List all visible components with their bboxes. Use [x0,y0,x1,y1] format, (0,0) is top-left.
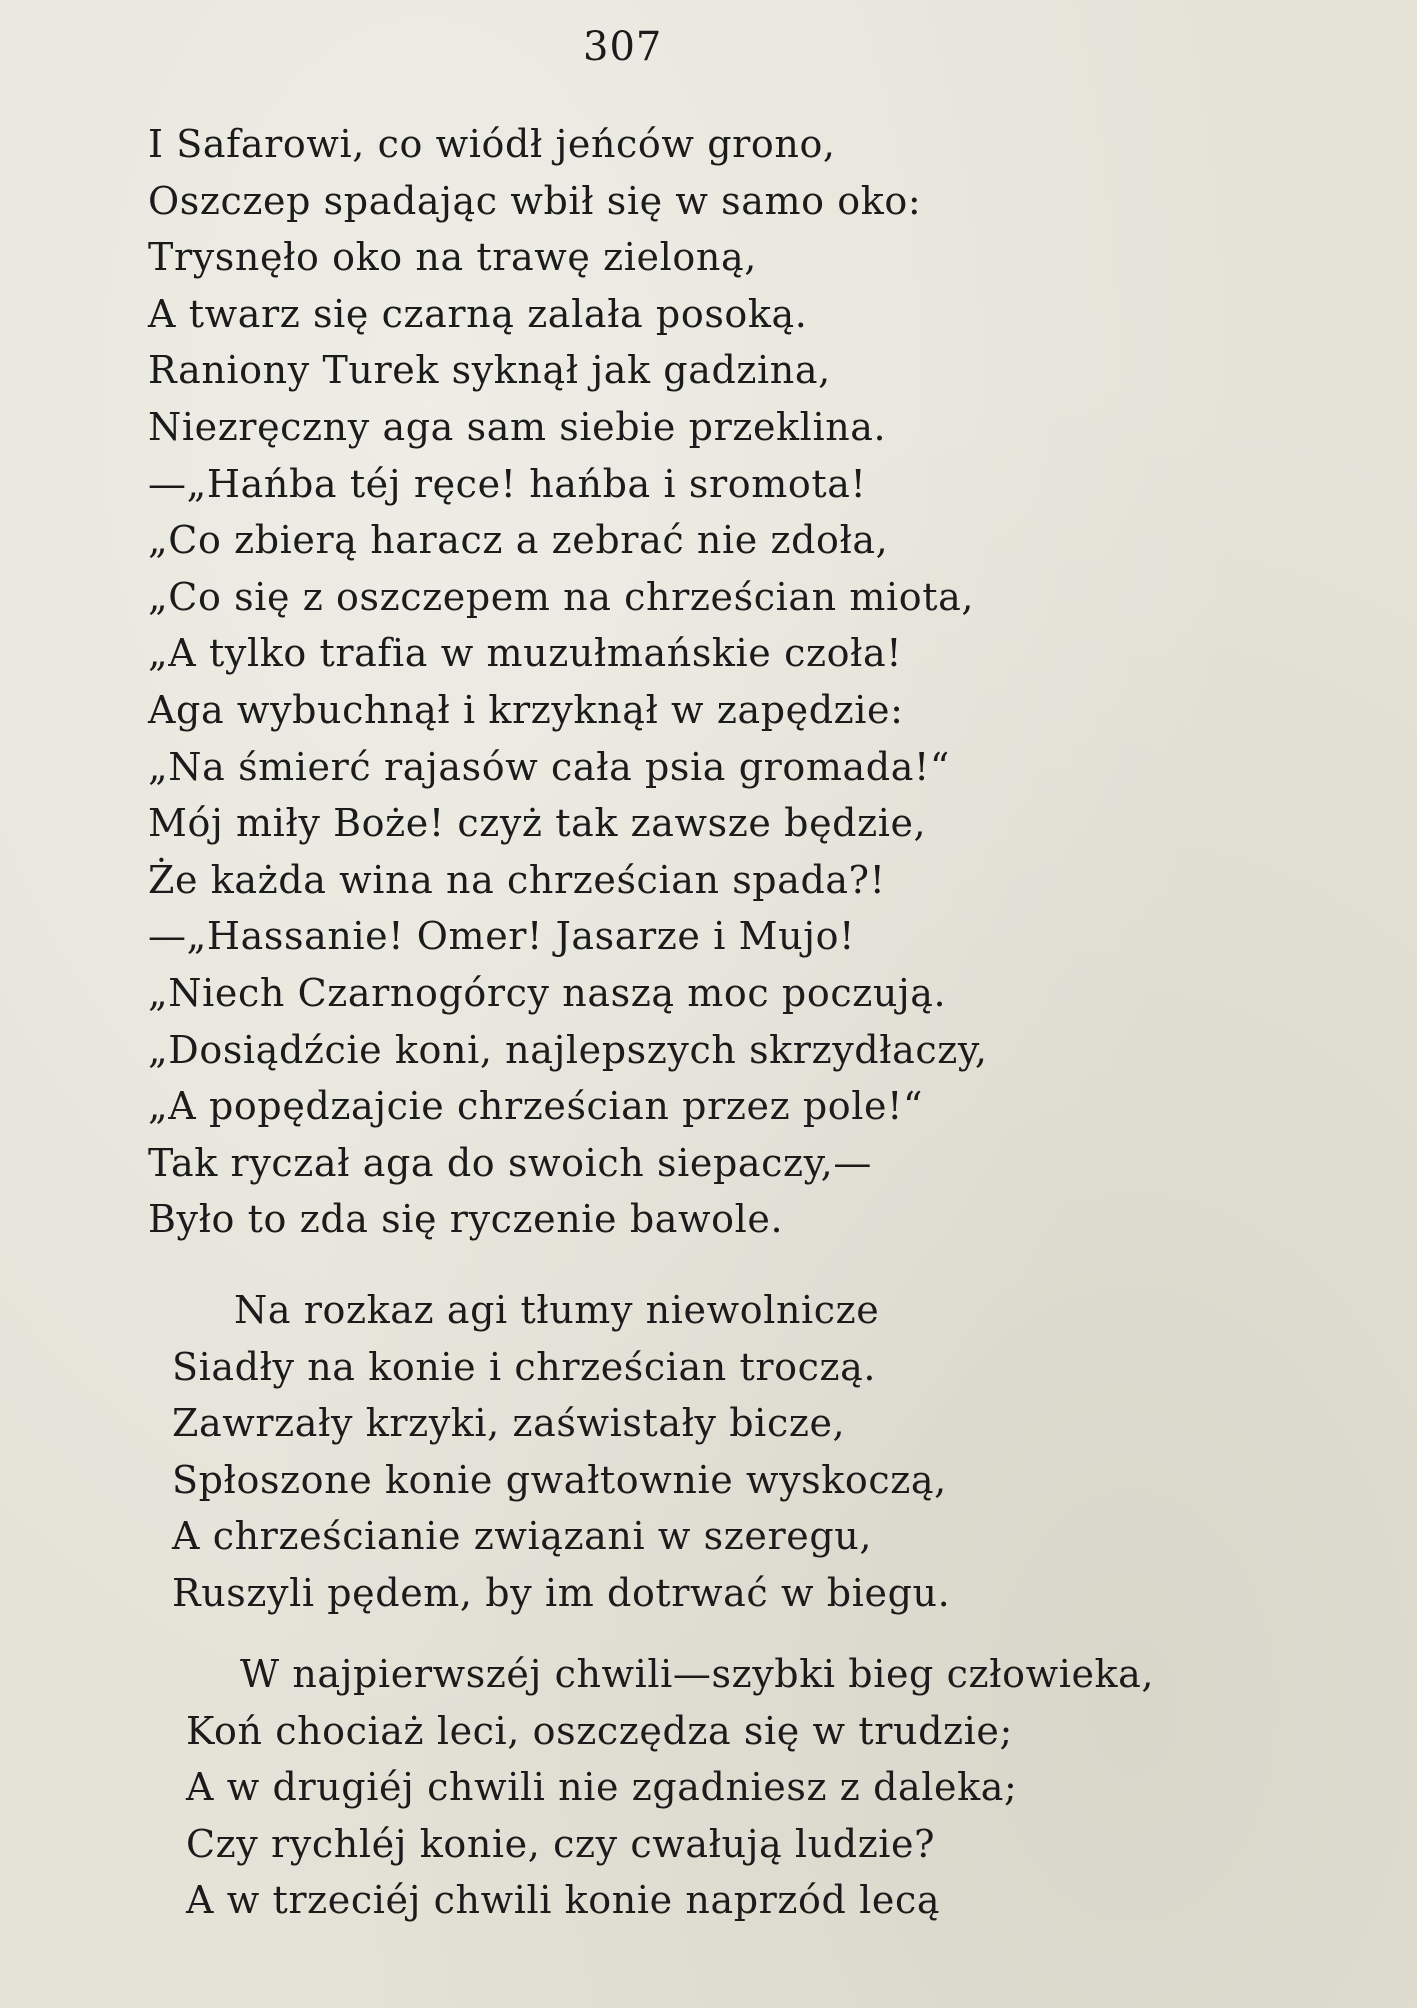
verse-line: „A tylko trafia w muzułmańskie czoła! [148,631,903,676]
verse-line: Tak ryczał aga do swoich siepaczy,— [148,1140,872,1185]
verse-line: Ruszyli pędem, by im dotrwać w biegu. [172,1570,951,1615]
verse-line: Oszczep spadając wbił się w samo oko: [148,178,922,223]
verse-line: A w trzeciéj chwili konie naprzód lecą [186,1878,941,1923]
verse-line: I Safarowi, co wiódł jeńców grono, [148,122,836,166]
verse-line: Siadły na konie i chrześcian troczą. [172,1344,877,1389]
verse-line: —„Hańba téj ręce! hańba i sromota! [148,461,867,506]
verse-line: Na rozkaz agi tłumy niewolnicze [234,1288,880,1332]
verse-line: „Niech Czarnogórcy naszą moc poczują. [148,970,947,1015]
stanza-3 [186,1646,1154,1929]
verse-line: Aga wybuchnął i krzyknął w zapędzie: [148,687,904,732]
verse-line: Spłoszone konie gwałtownie wyskoczą, [172,1457,947,1502]
verse-line: A chrześcianie związani w szeregu, [172,1514,873,1559]
verse-line: „A popędzajcie chrześcian przez pole!“ [148,1084,924,1129]
verse-line: „Dosiądźcie koni, najlepszych skrzydłaczy, [148,1027,988,1072]
verse-line: „Co zbierą haracz a zebrać nie zdoła, [148,518,889,563]
stanza-1 [148,116,988,1248]
verse-line: „Na śmierć rajasów cała psia gromada!“ [148,744,950,789]
verse-line: W najpierwszéj chwili—szybki bieg człowieka, [240,1652,1155,1696]
verse-line: Że każda wina na chrześcian spada?! [148,857,886,902]
verse-line: Raniony Turek syknął jak gadzina, [148,348,831,393]
verse-line: A twarz się czarną zalała posoką. [148,291,808,336]
verse-line: Zawrzały krzyki, zaświstały bicze, [172,1401,846,1446]
page-number: 307 [583,24,663,70]
verse-line: Trysnęło oko na trawę zieloną, [148,235,757,280]
verse-line: Niezręczny aga sam siebie przeklina. [148,404,887,449]
verse-line: Mój miły Boże! czyż tak zawsze będzie, [148,801,927,846]
stanza-2 [172,1282,950,1622]
verse-line: Koń chociaż leci, oszczędza się w trudzie; [186,1708,1013,1753]
verse-line: „Co się z oszczepem na chrześcian miota, [148,574,975,619]
verse-line: Czy rychléj konie, czy cwałują ludzie? [186,1821,936,1866]
verse-line: A w drugiéj chwili nie zgadniesz z daleka; [186,1765,1018,1810]
verse-line: Było to zda się ryczenie bawole. [148,1197,784,1242]
verse-line: —„Hassanie! Omer! Jasarze i Mujo! [148,914,855,959]
